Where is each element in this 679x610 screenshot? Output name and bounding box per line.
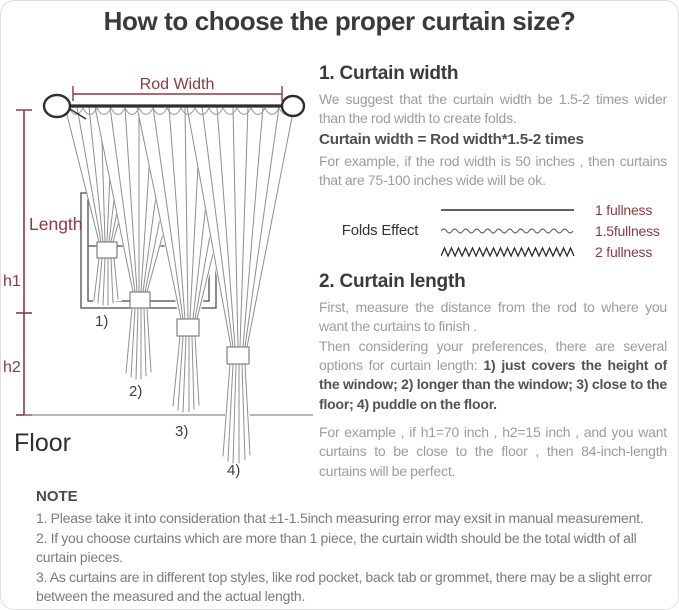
option-2-label: 2): [129, 383, 143, 400]
fullness-1-label: 1 fullness: [595, 201, 653, 218]
folds-effect-label: Folds Effect: [341, 222, 419, 240]
curtain-width-formula: Curtain width = Rod width*1.5-2 times: [319, 130, 584, 148]
info-column: [319, 63, 667, 481]
h1-label: h1: [3, 273, 21, 290]
curtain-width-body-2: For example, if the rod width is 50 inches , then curtains that are 75-100 inches wide will be ok.: [319, 152, 667, 188]
curtain-length-body-2-normal: Then considering your preferences, there are several options for curtain length:: [319, 337, 667, 374]
zigzag-line-icon: [441, 245, 576, 259]
note-item-3: 3. As curtains are in different top styles, like rod pocket, back tab or grommet, there may be a slight error between the measured and the actual length.: [36, 568, 652, 605]
curtain-length-options: 1) just covers the height of the window; 2) longer than the window; 3) close to the floor; 4) puddle on the floor.: [319, 357, 667, 412]
folds-spacer: [319, 199, 441, 220]
curtain-length-body-1: First, measure the distance from the rod to where you want the curtains to finish .: [319, 299, 667, 335]
page-title: How to choose the proper curtain size?: [103, 6, 576, 36]
note-section: [36, 488, 677, 607]
curtain-width-heading: 1. Curtain width: [319, 63, 459, 84]
note-item-1: 1. Please take it into consideration that ±1-1.5inch measuring error may exsit in manual measurement.: [36, 510, 644, 526]
straight-line-icon: [441, 203, 576, 217]
fold-line-1-fullness: [441, 199, 581, 220]
length-label: Length: [29, 214, 83, 234]
fold-line-2-fullness: [441, 241, 581, 262]
note-heading: NOTE: [36, 488, 78, 505]
fold-line-1-5-fullness: [441, 220, 581, 241]
fullness-1-5-label: 1.5fullness: [595, 222, 660, 239]
folds-effect-block: [319, 199, 667, 262]
curtain-length-body-2: [319, 337, 667, 414]
floor-label: Floor: [14, 429, 71, 457]
rod-width-label: Rod Width: [139, 76, 215, 93]
option-1-label: 1): [95, 313, 109, 330]
fullness-2-label: 2 fullness: [595, 243, 653, 260]
note-item-2: 2. If you choose curtains which are more than 1 piece, the curtain width should be the total width of all curtain pieces.: [36, 529, 637, 566]
curtain-length-body-3: For example , if h1=70 inch , h2=15 inch , and you want curtains to be close to the floor , then 84-inch-length curtains will be perfect.: [319, 423, 667, 479]
option-4-label: 4): [227, 462, 241, 479]
rod-finial-right: [282, 96, 304, 116]
curtain-diagram: [1, 58, 321, 493]
option-3-label: 3): [175, 423, 189, 440]
rod-finial-left: [44, 95, 70, 117]
curtain-length-heading: 2. Curtain length: [319, 271, 466, 293]
h2-label: h2: [3, 359, 21, 376]
folds-spacer: [319, 241, 441, 262]
wavy-line-icon: [441, 224, 576, 238]
curtain-width-body-1: We suggest that the curtain width be 1.5-2 times wider than the rod width to create folds.: [319, 91, 667, 127]
